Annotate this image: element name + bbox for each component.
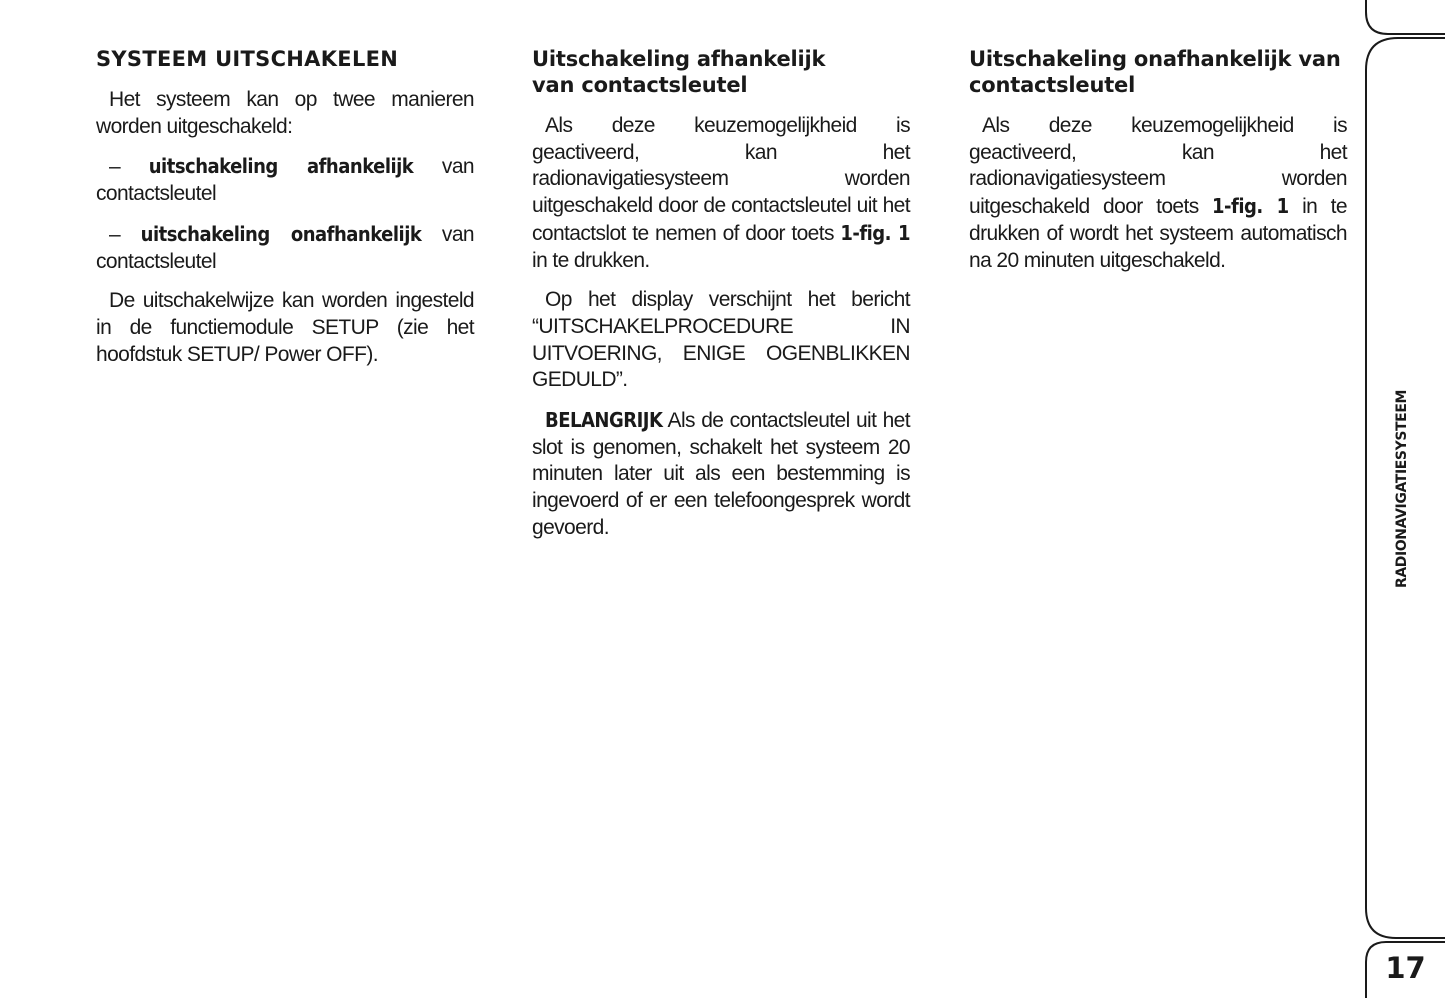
paragraph-text: in te drukken of wordt het systeem automatisch na 20 minuten uitgeschakeld. <box>969 195 1347 272</box>
section-heading: SYSTEEM UITSCHAKELEN <box>96 47 399 71</box>
heading-line: van contactsleutel <box>532 73 748 97</box>
section-tab-label <box>1385 389 1419 589</box>
section-tab-text: RADIONAVIGATIESYSTEEM <box>1394 389 1411 589</box>
paragraph-display-message <box>532 287 910 394</box>
heading-line: Uitschakeling afhankelijk <box>532 47 826 71</box>
paragraph-intro <box>96 87 474 140</box>
paragraph-text: Als deze keuzemogelijkheid is geactiveerd, kan het radionavigatiesysteem worden uitgeschakeld door toets <box>969 114 1347 219</box>
intro-text: Het systeem kan op twee manieren worden uitgeschakeld: <box>96 88 474 138</box>
paragraph-activated <box>532 113 910 274</box>
important-label: BELANGRIJK <box>545 408 663 433</box>
bullet-rest: van contactsleutel <box>96 222 474 273</box>
bullet-rest: van contactsleutel <box>96 155 474 206</box>
paragraph-important <box>532 407 910 542</box>
paragraph-text: Op het display verschijnt het bericht “UITSCHAKELPROCEDURE IN UITVOERING, ENIGE OGENBLIKKEN GEDULD”. <box>532 288 910 392</box>
heading-line: Uitschakeling onafhankelijk van <box>969 47 1341 71</box>
column-1 <box>96 46 474 381</box>
subsection-heading <box>969 46 1347 98</box>
bullet-bold: uitschakeling onafhankelijk <box>140 221 422 246</box>
subsection-heading <box>532 46 910 98</box>
setup-text: De uitschakelwijze kan worden ingesteld in de functiemodule SETUP (zie het hoofdstuk SETUP/ Power OFF). <box>96 289 474 366</box>
bullet-dash: – <box>109 222 141 246</box>
bullet-item-afhankelijk <box>96 153 474 207</box>
bullet-dash: – <box>109 155 149 179</box>
figure-reference: 1-fig. 1 <box>1212 194 1289 219</box>
column-3 <box>969 46 1347 287</box>
paragraph-setup <box>96 288 474 368</box>
paragraph-text: Als de contactsleutel uit het slot is genomen, schakelt het systeem 20 minuten later uit als een bestemming is ingevoerd of er een telefoongesprek wordt gevoerd. <box>532 409 910 539</box>
page-number: 17 <box>1385 951 1426 985</box>
paragraph-text: in te drukken. <box>532 248 650 272</box>
bullet-item-onafhankelijk <box>96 221 474 275</box>
paragraph-activated <box>969 113 1347 274</box>
figure-reference: 1-fig. 1 <box>840 220 910 245</box>
bullet-bold: uitschakeling afhankelijk <box>148 154 414 179</box>
heading-line: contactsleutel <box>969 73 1136 97</box>
paragraph-text: Als deze keuzemogelijkheid is geactiveerd, kan het radionavigatiesysteem worden uitgeschakeld door de contactsleutel uit het contactslot te nemen of door toets <box>532 114 910 245</box>
column-2 <box>532 46 910 555</box>
